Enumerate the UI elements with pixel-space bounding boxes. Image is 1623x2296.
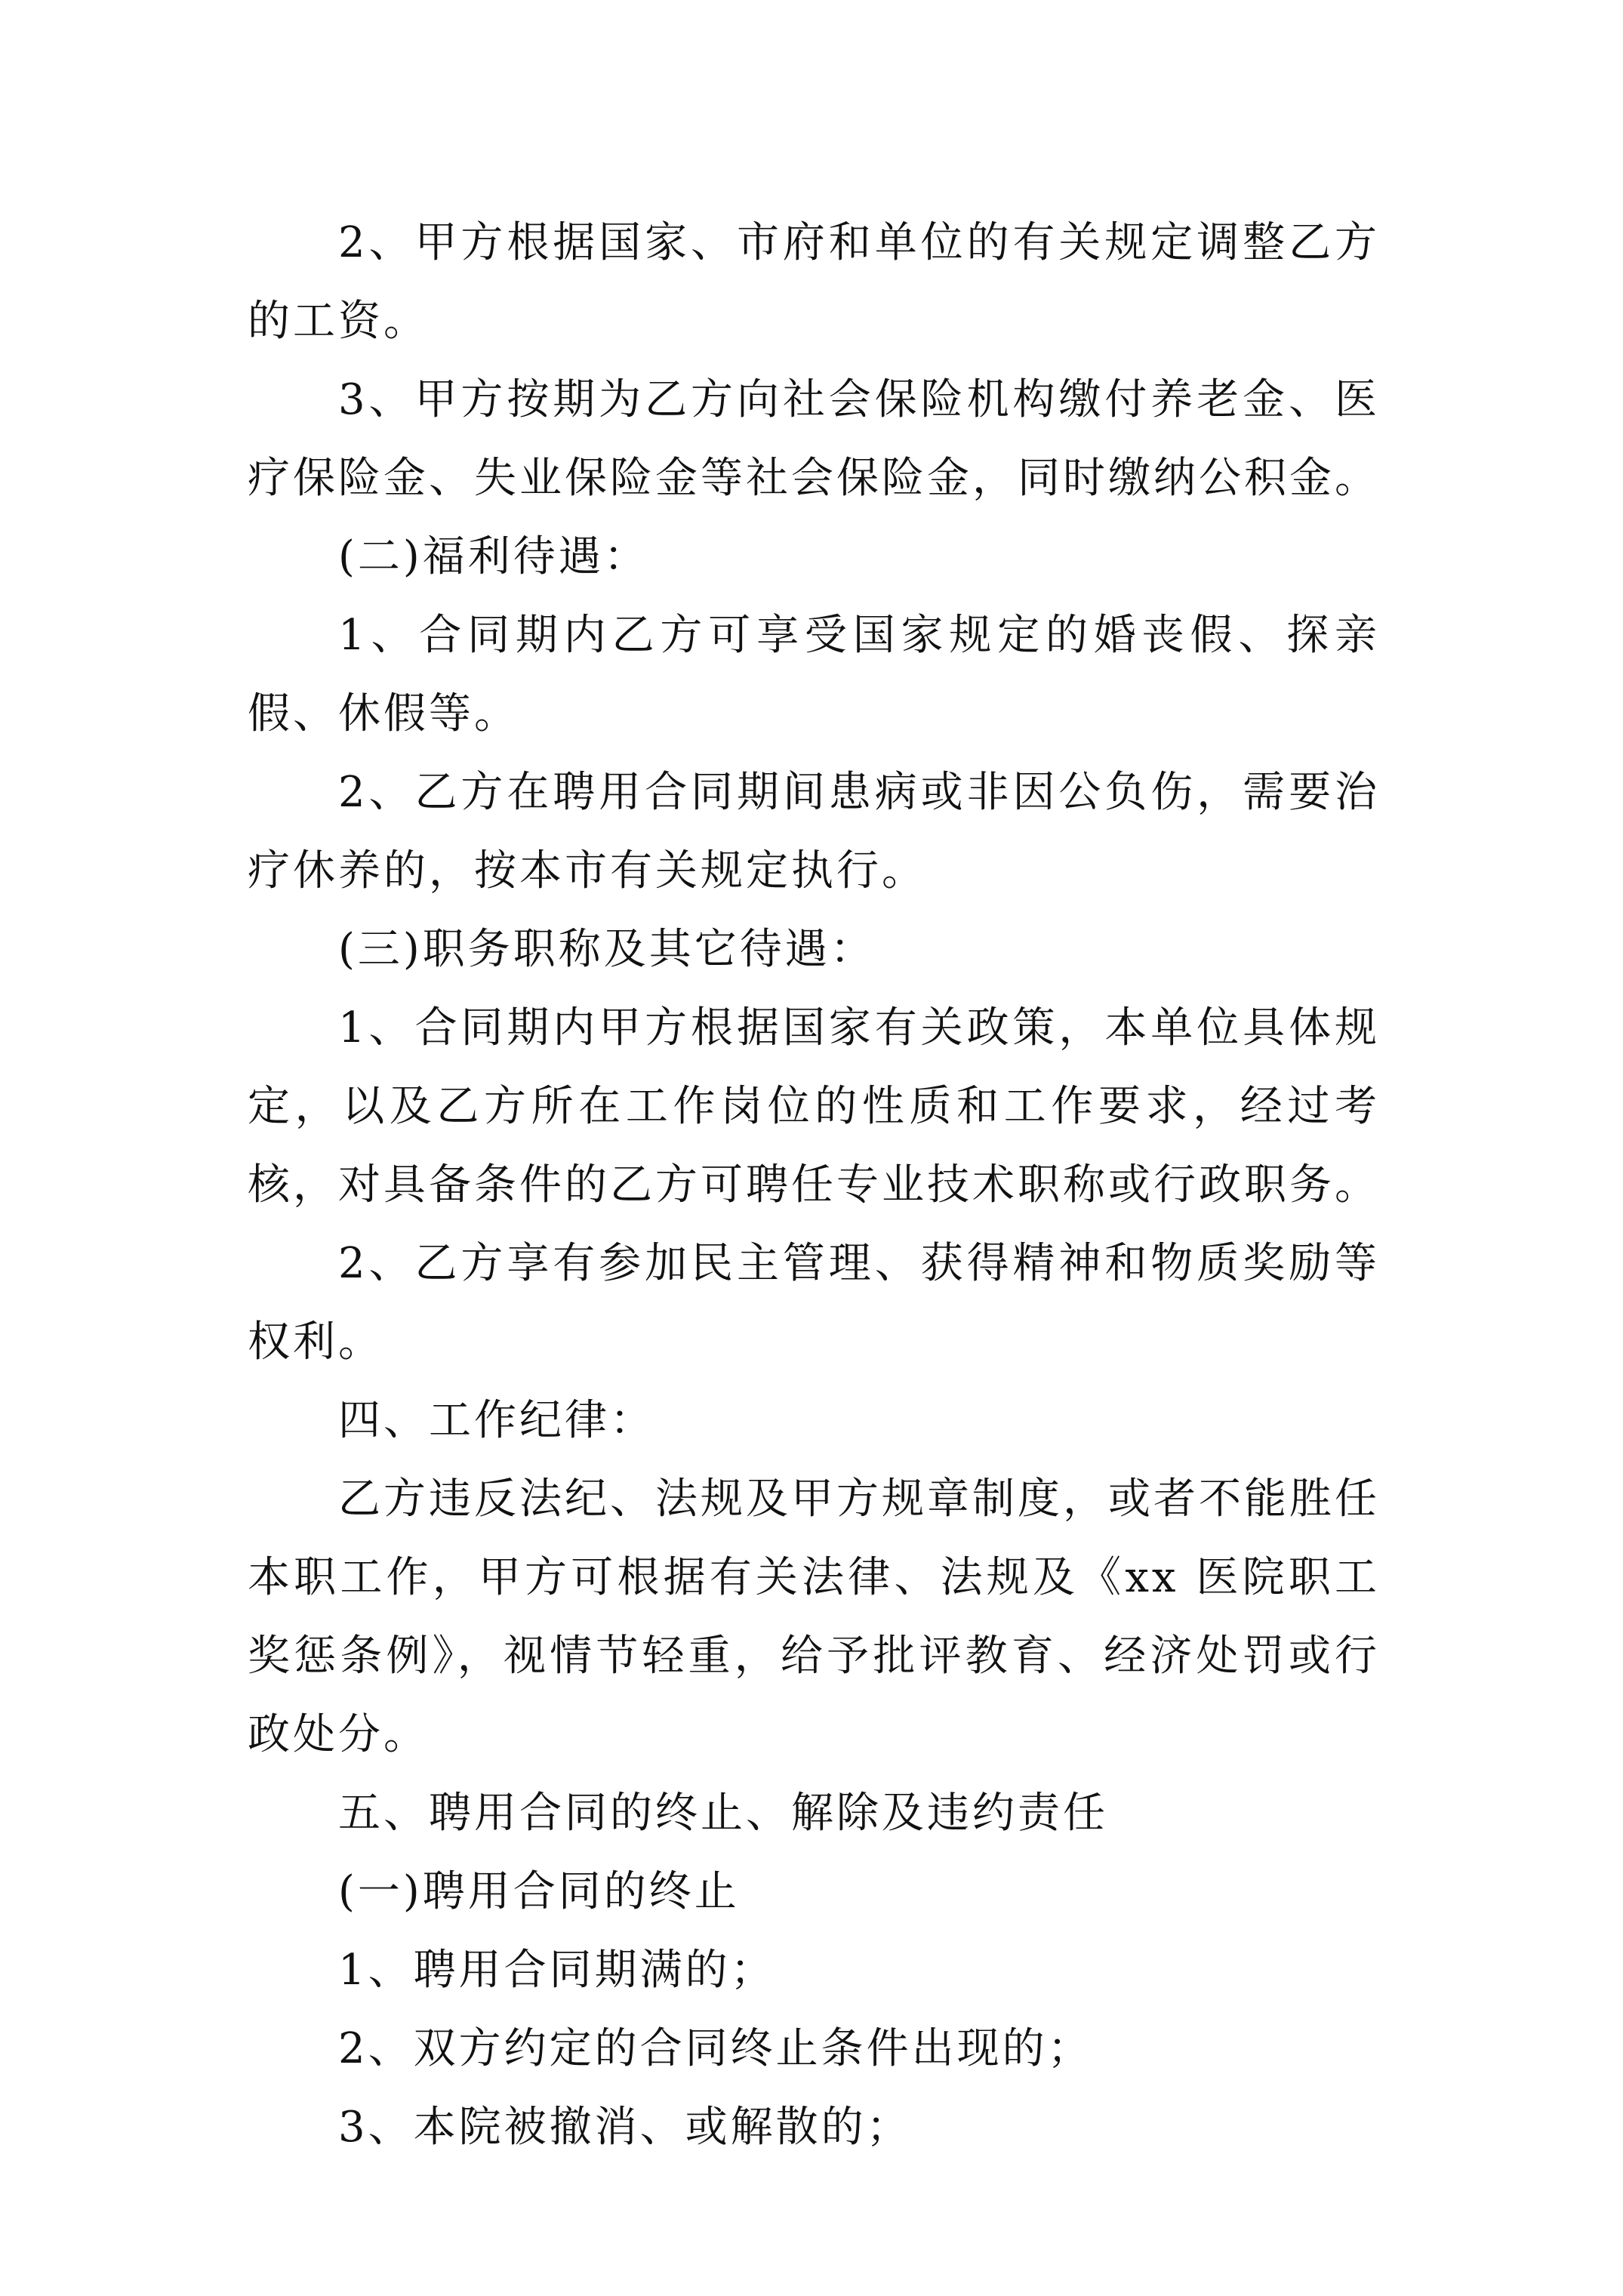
document-body	[248, 204, 1380, 2167]
paragraph-dissolution: 3、本院被撤消、或解散的；	[338, 2103, 912, 2152]
subheading-termination: (一)聘用合同的终止	[338, 1867, 740, 1916]
paragraph-rights: 2、乙方享有参加民主管理、获得精神和物质奖励等权利。	[248, 1239, 1380, 1367]
paragraph-leave: 1、合同期内乙方可享受国家规定的婚丧假、探亲假、休假等。	[248, 611, 1380, 738]
paragraph-social-insurance: 3、甲方按期为乙方向社会保险机构缴付养老金、医疗保险金、失业保险金等社会保险金，同时缴纳公积金。	[248, 375, 1380, 503]
paragraph-professional-title: 1、合同期内甲方根据国家有关政策，本单位具体规定，以及乙方所在工作岗位的性质和工作要求，经过考核，对具备条件的乙方可聘任专业技术职称或行政职务。	[248, 1003, 1380, 1210]
heading-work-discipline: 四、工作纪律：	[338, 1396, 655, 1445]
heading-position-title: (三)职务职称及其它待遇：	[338, 925, 876, 974]
paragraph-salary-adjustment: 2、甲方根据国家、市府和单位的有关规定调整乙方的工资。	[248, 218, 1380, 346]
paragraph-agreed-condition: 2、双方约定的合同终止条件出现的；	[338, 2024, 1093, 2073]
heading-contract-termination: 五、聘用合同的终止、解除及违约责任	[338, 1789, 1108, 1838]
paragraph-discipline: 乙方违反法纪、法规及甲方规章制度，或者不能胜任本职工作，甲方可根据有关法律、法规及《xx 医院职工奖惩条例》，视情节轻重，给予批评教育、经济处罚或行政处分。	[248, 1475, 1380, 1759]
paragraph-term-expiry: 1、聘用合同期满的；	[338, 1946, 776, 1995]
heading-welfare: (二)福利待遇：	[338, 532, 649, 581]
paragraph-sick-leave: 2、乙方在聘用合同期间患病或非因公负伤，需要治疗休养的，按本市有关规定执行。	[248, 768, 1380, 895]
